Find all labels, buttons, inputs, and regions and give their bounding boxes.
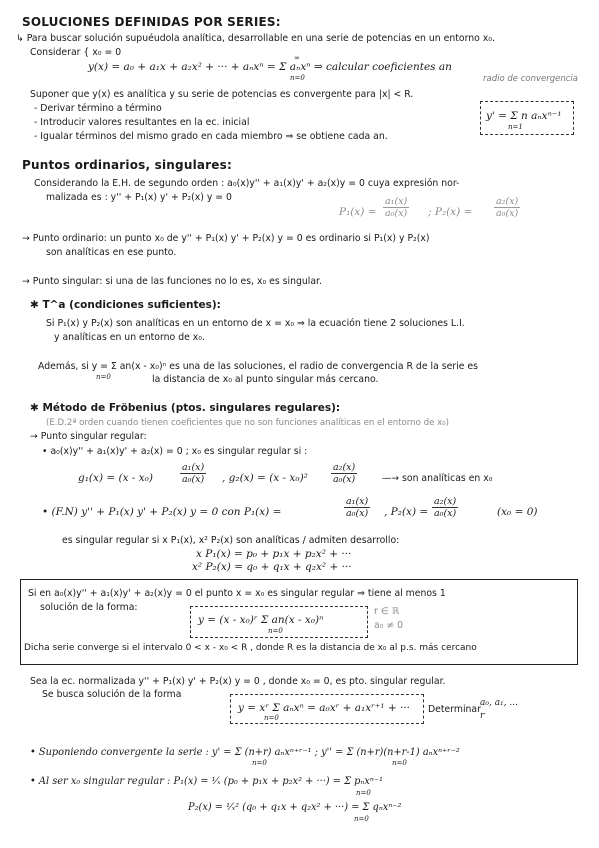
theorem-line-2: y analíticas en un entorno de x₀. [54,332,205,343]
frobenius-note: (E.D.2ª orden cuando tienen coeficientes que no son funciones analíticas en el entorno de x₀) [46,418,449,428]
derivative-index: n=1 [508,123,523,131]
determine-coefficients: a₀, a₁, ... [480,698,518,708]
fn-p2-denominator: a₀(x) [434,508,457,519]
page-title: SOLUCIONES DEFINIDAS POR SERIES: [22,15,281,29]
p1-denominator: a₀(x) [385,208,408,219]
radius-note: radio de convergencia [483,74,578,84]
p2-fraction [494,196,520,219]
p1-numerator: a₁(x) [385,196,408,207]
regular-singular-condition: • a₀(x)y'' + a₁(x)y' + a₂(x) = 0 ; x₀ es singular regular si : [42,446,308,457]
seek-solution-line: Se busca solución de la forma [42,689,182,700]
p1-label: P₁(x) = [339,206,377,218]
theorem-line-1: Si P₁(x) y P₂(x) son analíticas en un entorno de x = x₀ ⇒ la ecuación tiene 2 soluciones L.I. [46,318,465,329]
x2p2-expansion: x² P₂(x) = q₀ + q₁x + q₂x² + ··· [192,561,352,573]
step-substitute: - Introducir valores resultantes en la ec. inicial [34,117,250,128]
normalized-equation-line: malizada es : y'' + P₁(x) y' + P₂(x) y = 0 [46,192,232,203]
p1-expansion: • Al ser x₀ singular regular : P₁(x) = ¹⁄ₓ (p₀ + p₁x + p₂x² + ···) = Σ pₙxⁿ⁻¹ [30,776,383,787]
convergence-statement: Dicha serie converge si el intervalo 0 < x - x₀ < R , donde R es la distancia de x₀ al p.s. más cercano [24,643,477,653]
section-heading-ordinary-singular: Puntos ordinarios, singulares: [22,158,232,172]
second-derivative-index: n=0 [392,759,407,767]
x0-zero-note: (x₀ = 0) [497,506,538,518]
g1-label: g₁(x) = (x - x₀) [78,472,153,484]
fn-p2-fraction [432,496,458,519]
solution-form-index: n=0 [268,627,283,635]
singular-point-definition: → Punto singular: si una de las funciones no lo es, x₀ es singular. [22,276,322,287]
step-equate: - Igualar términos del mismo grado en cada miembro ⇒ se obtiene cada an. [34,131,388,142]
frobenius-series: y = xʳ Σ aₙxⁿ = a₀xʳ + a₁xʳ⁺¹ + ··· [238,702,411,714]
radius-sum-index: n=0 [96,373,111,381]
solution-form: y = (x - x₀)ʳ Σ an(x - x₀)ⁿ [198,614,324,626]
sum-lower-index: n=0 [290,74,305,82]
homogeneous-equation-line: Considerando la E.H. de segundo orden : a₀(x)y'' + a₁(x)y' + a₂(x)y = 0 cuya expresión nor- [34,178,460,189]
g1-denominator: a₀(x) [182,474,205,485]
radius-statement: Además, si y = Σ an(x - x₀)ⁿ es una de las soluciones, el radio de convergencia R de la serie es [38,361,478,372]
frobenius-theorem-line-1: Si en a₀(x)y'' + a₁(x)y' + a₂(x)y = 0 el punto x = x₀ es singular regular ⇒ tiene al menos 1 [28,588,446,599]
g2-label: , g₂(x) = (x - x₀)² [222,472,308,484]
normal-form-equation: • (F.N) y'' + P₁(x) y' + P₂(x) y = 0 con P₁(x) = [42,506,282,518]
determine-r: r [480,711,485,721]
fn-p2-label: , P₂(x) = [384,506,429,518]
p1-expansion-index: n=0 [356,789,371,797]
g1-numerator: a₁(x) [182,462,205,473]
frobenius-theorem-line-2: solución de la forma: [40,602,138,613]
intro-line: ↳ Para buscar solución supuéudola analítica, desarrollable en una serie de potencias en un entorno x₀. [16,33,495,44]
fn-p2-numerator: a₂(x) [434,496,457,507]
fn-p1-numerator: a₁(x) [346,496,369,507]
fn-p1-denominator: a₀(x) [346,508,369,519]
derivatives-series: • Suponiendo convergente la serie : y' = Σ (n+r) aₙxⁿ⁺ʳ⁻¹ ; y'' = Σ (n+r)(n+r-1) aₙxⁿ⁺ʳ⁻² [30,747,460,758]
ordinary-point-definition-cont: son analíticas en ese punto. [46,247,177,258]
g2-numerator: a₂(x) [333,462,356,473]
p2-label: ; P₂(x) = [428,206,473,218]
g2-fraction [331,462,357,485]
theorem-heading: ✱ T^a (condiciones suficientes): [30,299,221,311]
regular-condition-statement: es singular regular si x P₁(x), x² P₂(x) son analíticas / admiten desarrollo: [62,535,400,546]
frobenius-heading: ✱ Método de Fröbenius (ptos. singulares regulares): [30,402,341,414]
frobenius-series-index: n=0 [264,714,279,722]
g1-fraction [180,462,206,485]
determine-label: Determinar [428,704,481,715]
ordinary-point-definition: → Punto ordinario: un punto x₀ de y'' + P₁(x) y' + P₂(x) y = 0 es ordinario si P₁(x) y P₂(x) [22,233,430,244]
p2-denominator: a₀(x) [496,208,519,219]
radius-statement-cont: la distancia de x₀ al punto singular más cercano. [152,374,379,385]
consider-line: Considerar { x₀ = 0 [30,47,122,58]
normalized-equation-statement: Sea la ec. normalizada y'' + P₁(x) y' + P₂(x) y = 0 , donde x₀ = 0, es pto. singular regular. [30,676,446,687]
p2-expansion: P₂(x) = ¹⁄ₓ² (q₀ + q₁x + q₂x² + ···) = Σ qₙxⁿ⁻² [188,802,402,813]
assumption-line: Suponer que y(x) es analítica y su serie de potencias es convergente para |x| < R. [30,89,414,100]
xp1-expansion: x P₁(x) = p₀ + p₁x + p₂x² + ··· [196,548,352,560]
analytic-conclusion: —→ son analíticas en x₀ [382,473,493,484]
derivative-formula: y' = Σ n aₙxⁿ⁻¹ [486,110,562,122]
r-condition: r ∈ ℝ [374,606,400,617]
regular-singular-heading: → Punto singular regular: [30,431,147,442]
first-derivative-index: n=0 [252,759,267,767]
p1-fraction [383,196,409,219]
p2-expansion-index: n=0 [354,815,369,823]
sum-upper-index: ∞ [294,54,300,62]
fn-p1-fraction [344,496,370,519]
p2-numerator: a₂(x) [496,196,519,207]
g2-denominator: a₀(x) [333,474,356,485]
series-definition: y(x) = a₀ + a₁x + a₂x² + ··· + aₙxⁿ = Σ aₙxⁿ ⇒ calcular coeficientes an [88,61,452,73]
step-derive: - Derivar término a término [34,103,162,114]
a0-condition: a₀ ≠ 0 [374,620,404,631]
